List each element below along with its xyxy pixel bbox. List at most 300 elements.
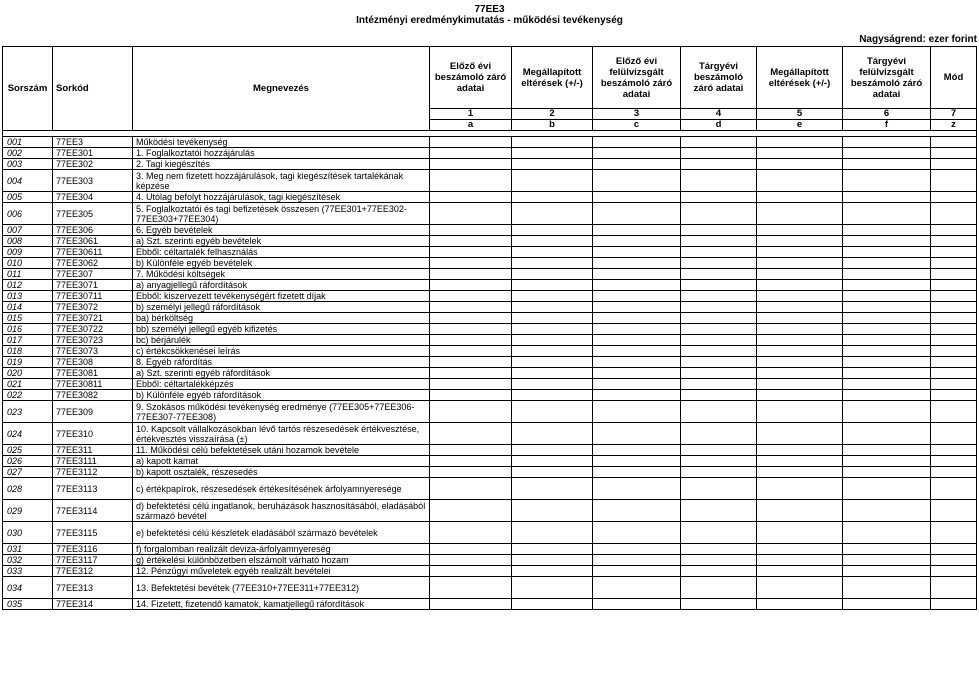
value-cell (843, 566, 931, 577)
value-cell (681, 379, 757, 390)
row-description: 5. Foglalkoztatói és tagi befizetések összesen (77EE301+77EE302-77EE303+77EE304) (133, 203, 430, 225)
value-cell (931, 247, 977, 258)
value-cell (593, 390, 681, 401)
value-cell (843, 544, 931, 555)
report-code-title: 77EE3 (474, 4, 505, 15)
table-row (3, 335, 977, 346)
value-cell (843, 577, 931, 599)
value-cell (757, 445, 843, 456)
value-cell (843, 313, 931, 324)
row-code: 77EE301 (53, 148, 133, 159)
row-number: 022 (3, 390, 53, 401)
value-cell (430, 291, 512, 302)
value-cell (430, 280, 512, 291)
header-col-4: Tárgyévi beszámoló záró adatai (681, 47, 757, 109)
value-cell (843, 148, 931, 159)
value-cell (430, 456, 512, 467)
value-cell (593, 192, 681, 203)
row-code: 77EE3081 (53, 368, 133, 379)
table-row (3, 192, 977, 203)
value-cell (843, 555, 931, 566)
value-cell (512, 357, 593, 368)
value-cell (593, 467, 681, 478)
value-cell (430, 148, 512, 159)
value-cell (512, 522, 593, 544)
value-cell (843, 236, 931, 247)
row-description: a) Szt. szerinti egyéb bevételek (133, 236, 430, 247)
row-code: 77EE308 (53, 357, 133, 368)
table-row (3, 357, 977, 368)
row-number: 020 (3, 368, 53, 379)
value-cell (430, 445, 512, 456)
header-row (3, 47, 977, 109)
value-cell (931, 379, 977, 390)
value-cell (843, 357, 931, 368)
row-number: 016 (3, 324, 53, 335)
row-description: 11. Működési célú befektetések utáni hozamok bevétele (133, 445, 430, 456)
value-cell (843, 423, 931, 445)
value-cell (593, 291, 681, 302)
row-code: 77EE3073 (53, 346, 133, 357)
header-col-2: Megállapított eltérések (+/-) (512, 47, 593, 109)
table-row (3, 291, 977, 302)
table-row (3, 423, 977, 445)
value-cell (430, 357, 512, 368)
value-cell (931, 291, 977, 302)
row-number: 004 (3, 170, 53, 192)
value-cell (681, 236, 757, 247)
table-row (3, 368, 977, 379)
value-cell (931, 170, 977, 192)
table-body (3, 137, 977, 610)
value-cell (512, 313, 593, 324)
value-cell (681, 599, 757, 610)
row-code: 77EE30711 (53, 291, 133, 302)
value-cell (430, 544, 512, 555)
value-cell (681, 269, 757, 280)
value-cell (757, 291, 843, 302)
value-cell (681, 324, 757, 335)
value-cell (593, 170, 681, 192)
value-cell (681, 423, 757, 445)
value-cell (593, 346, 681, 357)
header-megnevezes: Megnevezés (133, 47, 430, 131)
row-description: 12. Pénzügyi műveletek egyéb realizált bevételei (133, 566, 430, 577)
row-code: 77EE312 (53, 566, 133, 577)
row-description: Ebből: kiszervezett tevékenységért fizetett díjak (133, 291, 430, 302)
value-cell (843, 467, 931, 478)
value-cell (593, 522, 681, 544)
value-cell (593, 577, 681, 599)
row-code: 77EE30611 (53, 247, 133, 258)
row-code: 77EE302 (53, 159, 133, 170)
value-cell (681, 390, 757, 401)
value-cell (757, 203, 843, 225)
row-number: 023 (3, 401, 53, 423)
col-letter: z (931, 120, 977, 131)
row-code: 77EE3115 (53, 522, 133, 544)
table-row (3, 137, 977, 148)
value-cell (931, 225, 977, 236)
row-code: 77EE304 (53, 192, 133, 203)
row-number: 010 (3, 258, 53, 269)
value-cell (843, 137, 931, 148)
row-description: 2. Tagi kiegészítés (133, 159, 430, 170)
table-row (3, 478, 977, 500)
row-number: 028 (3, 478, 53, 500)
table-row (3, 225, 977, 236)
header-col-7: Mód (931, 47, 977, 109)
value-cell (430, 379, 512, 390)
value-cell (512, 544, 593, 555)
value-cell (681, 302, 757, 313)
value-cell (843, 258, 931, 269)
col-number: 6 (843, 109, 931, 120)
row-code: 77EE310 (53, 423, 133, 445)
table-row (3, 456, 977, 467)
value-cell (430, 170, 512, 192)
row-description: a) anyagjellegű ráfordítások (133, 280, 430, 291)
value-cell (931, 456, 977, 467)
col-letter: d (681, 120, 757, 131)
row-number: 001 (3, 137, 53, 148)
value-cell (512, 478, 593, 500)
value-cell (757, 401, 843, 423)
table-row (3, 324, 977, 335)
value-cell (593, 159, 681, 170)
value-cell (843, 445, 931, 456)
value-cell (843, 368, 931, 379)
value-cell (843, 247, 931, 258)
value-cell (681, 577, 757, 599)
value-cell (430, 478, 512, 500)
value-cell (843, 269, 931, 280)
value-cell (757, 247, 843, 258)
value-cell (512, 148, 593, 159)
table-row (3, 236, 977, 247)
value-cell (681, 368, 757, 379)
value-cell (430, 137, 512, 148)
value-cell (681, 467, 757, 478)
table-row (3, 313, 977, 324)
value-cell (843, 192, 931, 203)
row-number: 007 (3, 225, 53, 236)
table-row (3, 148, 977, 159)
row-description: ba) bérköltség (133, 313, 430, 324)
value-cell (931, 203, 977, 225)
row-description: Ebből: céltartalék felhasználás (133, 247, 430, 258)
row-number: 002 (3, 148, 53, 159)
row-code: 77EE303 (53, 170, 133, 192)
value-cell (757, 258, 843, 269)
value-cell (593, 236, 681, 247)
row-number: 012 (3, 280, 53, 291)
value-cell (681, 159, 757, 170)
value-cell (843, 335, 931, 346)
row-number: 031 (3, 544, 53, 555)
value-cell (681, 346, 757, 357)
value-cell (593, 225, 681, 236)
value-cell (430, 247, 512, 258)
value-cell (931, 302, 977, 313)
value-cell (430, 269, 512, 280)
col-number: 1 (430, 109, 512, 120)
value-cell (593, 566, 681, 577)
value-cell (931, 401, 977, 423)
value-cell (757, 379, 843, 390)
value-cell (512, 599, 593, 610)
value-cell (843, 478, 931, 500)
row-number: 011 (3, 269, 53, 280)
value-cell (681, 478, 757, 500)
row-description: 14. Fizetett, fizetendő kamatok, kamatjellegű ráfordítások (133, 599, 430, 610)
row-code: 77EE3112 (53, 467, 133, 478)
row-description: bb) személyi jellegű egyéb kifizetés (133, 324, 430, 335)
value-cell (430, 302, 512, 313)
table-row (3, 445, 977, 456)
value-cell (681, 291, 757, 302)
value-cell (843, 324, 931, 335)
header-col-5: Megállapított eltérések (+/-) (757, 47, 843, 109)
value-cell (593, 203, 681, 225)
value-cell (681, 280, 757, 291)
value-cell (593, 269, 681, 280)
table-row (3, 247, 977, 258)
value-cell (843, 159, 931, 170)
value-cell (757, 599, 843, 610)
value-cell (843, 203, 931, 225)
row-description: 6. Egyéb bevételek (133, 225, 430, 236)
value-cell (593, 500, 681, 522)
value-cell (512, 555, 593, 566)
value-cell (512, 247, 593, 258)
value-cell (512, 500, 593, 522)
value-cell (512, 170, 593, 192)
value-cell (593, 302, 681, 313)
value-cell (593, 258, 681, 269)
value-cell (430, 390, 512, 401)
table-row (3, 258, 977, 269)
value-cell (681, 203, 757, 225)
table-row (3, 401, 977, 423)
value-cell (931, 324, 977, 335)
row-number: 009 (3, 247, 53, 258)
table-row (3, 390, 977, 401)
col-number: 4 (681, 109, 757, 120)
value-cell (593, 368, 681, 379)
value-cell (681, 522, 757, 544)
col-number: 7 (931, 109, 977, 120)
row-description: a) kapott kamat (133, 456, 430, 467)
value-cell (681, 555, 757, 566)
row-description: 4. Utólag befolyt hozzájárulások, tagi kiegészítések (133, 192, 430, 203)
value-cell (931, 346, 977, 357)
value-cell (593, 247, 681, 258)
row-code: 77EE305 (53, 203, 133, 225)
value-cell (931, 313, 977, 324)
unit-note: Nagyságrend: ezer forint (859, 34, 977, 45)
row-code: 77EE30811 (53, 379, 133, 390)
value-cell (931, 236, 977, 247)
value-cell (757, 390, 843, 401)
value-cell (757, 555, 843, 566)
table-row (3, 577, 977, 599)
value-cell (593, 401, 681, 423)
value-cell (681, 335, 757, 346)
value-cell (843, 225, 931, 236)
row-code: 77EE3116 (53, 544, 133, 555)
row-number: 030 (3, 522, 53, 544)
row-description: 9. Szokásos működési tevékenység eredménye (77EE305+77EE306-77EE307-77EE308) (133, 401, 430, 423)
header-col-6: Tárgyévi felülvizsgált beszámoló záró adatai (843, 47, 931, 109)
value-cell (681, 170, 757, 192)
value-cell (512, 467, 593, 478)
value-cell (512, 203, 593, 225)
value-cell (512, 137, 593, 148)
row-number: 015 (3, 313, 53, 324)
value-cell (512, 192, 593, 203)
col-letter: c (593, 120, 681, 131)
row-description: 10. Kapcsolt vállalkozásokban lévő tartós részesedések értékvesztése, értékvesztés visszaírása (±) (133, 423, 430, 445)
row-description: b) Különféle egyéb bevételek (133, 258, 430, 269)
value-cell (512, 368, 593, 379)
row-description: Működési tevékenység (133, 137, 430, 148)
row-description: 8. Egyéb ráfordítás (133, 357, 430, 368)
value-cell (757, 269, 843, 280)
value-cell (931, 137, 977, 148)
report-table (2, 46, 977, 610)
value-cell (512, 390, 593, 401)
value-cell (430, 346, 512, 357)
row-number: 032 (3, 555, 53, 566)
row-code: 77EE3072 (53, 302, 133, 313)
value-cell (681, 445, 757, 456)
value-cell (512, 258, 593, 269)
value-cell (931, 566, 977, 577)
value-cell (757, 225, 843, 236)
table-row (3, 379, 977, 390)
row-description: d) befektetési célú ingatlanok, beruházások hasznosításából, eladásából származó bevétel (133, 500, 430, 522)
value-cell (430, 577, 512, 599)
value-cell (757, 170, 843, 192)
row-code: 77EE314 (53, 599, 133, 610)
value-cell (430, 236, 512, 247)
value-cell (757, 236, 843, 247)
value-cell (593, 555, 681, 566)
row-description: b) Különféle egyéb ráfordítások (133, 390, 430, 401)
value-cell (512, 291, 593, 302)
row-number: 006 (3, 203, 53, 225)
value-cell (430, 313, 512, 324)
value-cell (757, 357, 843, 368)
value-cell (757, 544, 843, 555)
row-code: 77EE3062 (53, 258, 133, 269)
col-number: 3 (593, 109, 681, 120)
row-description: 7. Működési költségek (133, 269, 430, 280)
row-code: 77EE3061 (53, 236, 133, 247)
value-cell (931, 478, 977, 500)
value-cell (512, 269, 593, 280)
value-cell (430, 500, 512, 522)
value-cell (681, 137, 757, 148)
table-row (3, 522, 977, 544)
header-col-3: Előző évi felülvizsgált beszámoló záró adatai (593, 47, 681, 109)
value-cell (843, 599, 931, 610)
table-row (3, 555, 977, 566)
table-row (3, 302, 977, 313)
value-cell (757, 313, 843, 324)
value-cell (512, 379, 593, 390)
value-cell (931, 467, 977, 478)
value-cell (430, 423, 512, 445)
value-cell (931, 258, 977, 269)
value-cell (931, 335, 977, 346)
row-number: 021 (3, 379, 53, 390)
value-cell (593, 148, 681, 159)
table-row (3, 566, 977, 577)
value-cell (757, 346, 843, 357)
row-number: 019 (3, 357, 53, 368)
value-cell (430, 522, 512, 544)
value-cell (681, 313, 757, 324)
value-cell (757, 302, 843, 313)
row-number: 033 (3, 566, 53, 577)
row-number: 029 (3, 500, 53, 522)
col-number: 5 (757, 109, 843, 120)
row-description: 3. Meg nem fizetett hozzájárulások, tagi kiegészítések tartalékának képzése (133, 170, 430, 192)
table-row (3, 467, 977, 478)
value-cell (593, 335, 681, 346)
row-code: 77EE3114 (53, 500, 133, 522)
row-description: 1. Foglalkoztatói hozzájárulás (133, 148, 430, 159)
table-row (3, 159, 977, 170)
row-number: 008 (3, 236, 53, 247)
value-cell (843, 302, 931, 313)
value-cell (931, 500, 977, 522)
value-cell (843, 456, 931, 467)
value-cell (931, 599, 977, 610)
row-code: 77EE309 (53, 401, 133, 423)
row-code: 77EE3111 (53, 456, 133, 467)
row-number: 005 (3, 192, 53, 203)
value-cell (931, 368, 977, 379)
row-description: bc) bérjárulék (133, 335, 430, 346)
row-code: 77EE3113 (53, 478, 133, 500)
value-cell (593, 423, 681, 445)
value-cell (512, 225, 593, 236)
value-cell (757, 467, 843, 478)
value-cell (931, 544, 977, 555)
row-code: 77EE3082 (53, 390, 133, 401)
value-cell (931, 423, 977, 445)
table-row (3, 203, 977, 225)
value-cell (757, 192, 843, 203)
value-cell (430, 192, 512, 203)
value-cell (512, 456, 593, 467)
value-cell (593, 599, 681, 610)
value-cell (512, 280, 593, 291)
value-cell (593, 357, 681, 368)
row-code: 77EE313 (53, 577, 133, 599)
value-cell (593, 137, 681, 148)
table-row (3, 599, 977, 610)
value-cell (757, 137, 843, 148)
row-description: a) Szt. szerinti egyéb ráfordítások (133, 368, 430, 379)
row-number: 003 (3, 159, 53, 170)
value-cell (681, 566, 757, 577)
col-number: 2 (512, 109, 593, 120)
row-number: 027 (3, 467, 53, 478)
